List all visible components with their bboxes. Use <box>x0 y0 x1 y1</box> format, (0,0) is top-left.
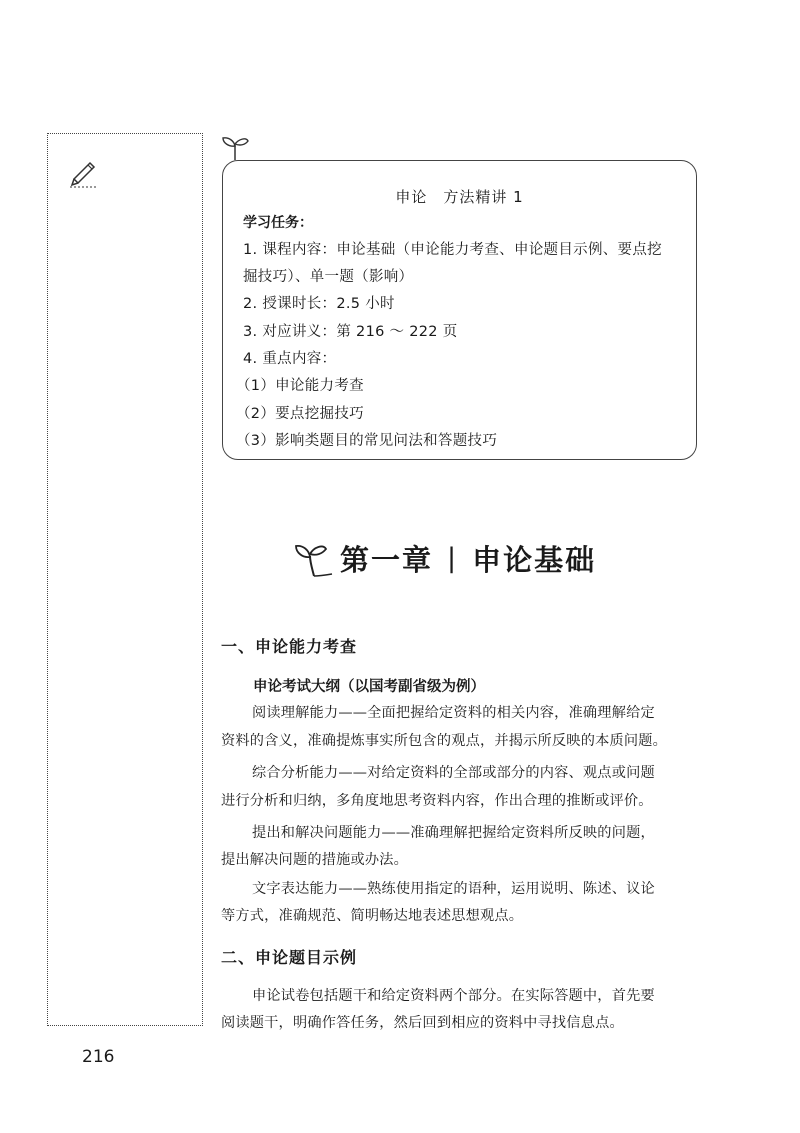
paragraph-line: 提出和解决问题能力——准确理解把握给定资料所反映的问题， <box>252 825 655 841</box>
page-number: 216 <box>82 1047 115 1067</box>
sprout-icon <box>219 133 251 161</box>
section-subheading: 申论考试大纲（以国考副省级为例） <box>253 679 485 695</box>
paragraph-line: 提出解决问题的措施或办法。 <box>221 852 409 868</box>
chapter-subtitle: 申论基础 <box>472 542 597 577</box>
paragraph-line: 申论试卷包括题干和给定资料两个部分。在实际答题中，首先要 <box>252 988 655 1004</box>
section-heading: 二、申论题目示例 <box>221 948 358 967</box>
task-line: 2. 授课时长：2.5 小时 <box>243 296 395 312</box>
pen-icon <box>66 155 100 189</box>
task-line: 4. 重点内容： <box>243 351 337 367</box>
chapter-heading <box>292 535 596 581</box>
task-line: 1. 课程内容：申论基础（申论能力考查、申论题目示例、要点挖 <box>243 242 662 258</box>
paragraph-line: 进行分析和归纳，多角度地思考资料内容，作出合理的推断或评价。 <box>221 793 653 809</box>
section-heading: 一、申论能力考查 <box>221 637 358 656</box>
task-line: 掘技巧）、单一题（影响） <box>243 269 414 285</box>
paragraph-line: 阅读题干，明确作答任务，然后回到相应的资料中寻找信息点。 <box>221 1015 624 1031</box>
paragraph-line: 综合分析能力——对给定资料的全部或部分的内容、观点或问题 <box>252 765 655 781</box>
chapter-separator: | <box>447 542 459 574</box>
paragraph-line: 阅读理解能力——全面把握给定资料的相关内容，准确理解给定 <box>252 705 655 721</box>
chapter-title: 第一章 <box>340 542 434 577</box>
task-line: 3. 对应讲义：第 216 ～ 222 页 <box>243 324 458 340</box>
sprout-icon <box>292 538 336 578</box>
task-box-title: 申论 方法精讲 1 <box>395 188 524 206</box>
paragraph-line: 文字表达能力——熟练使用指定的语种，运用说明、陈述、议论 <box>252 881 655 897</box>
task-line: （3）影响类题目的常见问法和答题技巧 <box>236 433 498 449</box>
task-line: （2）要点挖掘技巧 <box>236 406 364 422</box>
margin-notes-sidebar <box>47 133 203 1026</box>
task-line: （1）申论能力考查 <box>236 378 364 394</box>
task-label: 学习任务： <box>243 215 313 231</box>
paragraph-line: 资料的含义，准确提炼事实所包含的观点，并揭示所反映的本质问题。 <box>221 733 668 749</box>
paragraph-line: 等方式，准确规范、简明畅达地表述思想观点。 <box>221 908 524 924</box>
